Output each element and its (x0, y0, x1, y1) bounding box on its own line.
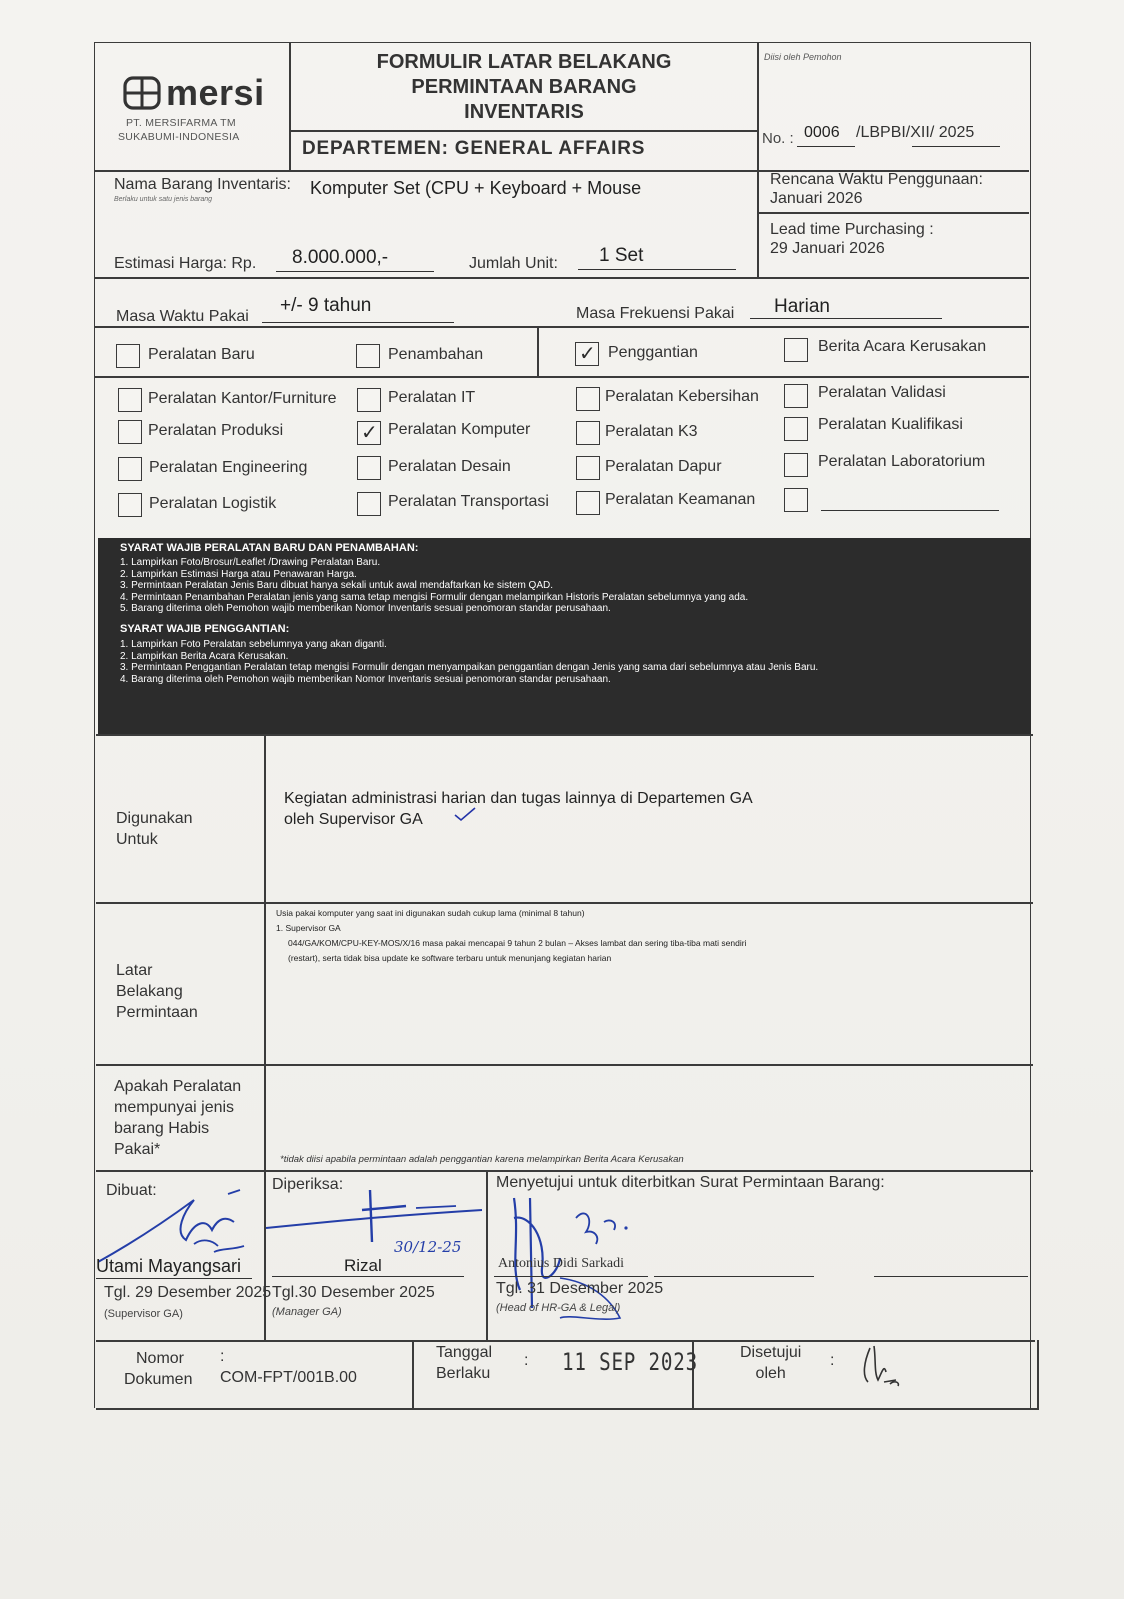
checked-by-name: Rizal (344, 1256, 382, 1275)
checkbox-damage-report[interactable] (784, 338, 808, 362)
new-req-heading: SYARAT WAJIB PERALATAN BARU DAN PENAMBAHAN: (120, 542, 419, 554)
requirements-panel (98, 538, 1031, 734)
approved-by-role: (Head of HR-GA & Legal) (496, 1302, 621, 1314)
replace-req-item: 4. Barang diterima oleh Pemohon wajib memberikan Nomor Inventaris sesuai penomoran standar perusahaan. (120, 673, 611, 685)
background-label-line: Permintaan (116, 1004, 198, 1021)
consumable-label (114, 1076, 241, 1160)
effective-date-stamp: 11 SEP 2023 (562, 1348, 698, 1376)
colon: : (220, 1348, 225, 1365)
colon: : (524, 1352, 529, 1369)
applicant-note: Diisi oleh Pemohon (764, 52, 842, 62)
effective-date-label-line: Berlaku (436, 1365, 491, 1382)
checked-by-date: Tgl.30 Desember 2025 (272, 1284, 435, 1301)
usage-frequency-label: Masa Frekuensi Pakai (576, 305, 735, 322)
checkbox-engineering[interactable] (118, 457, 142, 481)
approver-name: Antonius Didi Sarkadi (498, 1256, 624, 1271)
made-by-role: (Supervisor GA) (104, 1308, 183, 1320)
check-mark-icon: ✓ (361, 420, 378, 444)
consumable-note: *tidak diisi apabila permintaan adalah penggantian karena melampirkan Berita Acara Kerusakan (280, 1154, 684, 1165)
usage-time-label: Rencana Waktu Penggunaan: (770, 171, 983, 188)
background-text-line: 1. Supervisor GA (276, 923, 341, 933)
approved-by-date: Tgl. 31 Desember 2025 (496, 1280, 664, 1297)
checkbox-computer[interactable] (357, 421, 381, 445)
category-label: Peralatan Laboratorium (818, 453, 986, 470)
doc-number-value: COM-FPT/001B.00 (220, 1369, 357, 1386)
doc-number-label-line: Dokumen (124, 1371, 193, 1388)
checkbox-security[interactable] (576, 491, 600, 515)
usage-period-label: Masa Waktu Pakai (116, 308, 249, 325)
category-label: Peralatan IT (388, 389, 476, 406)
checkbox-k3[interactable] (576, 421, 600, 445)
doc-number-label (124, 1348, 192, 1390)
checkbox-new-equipment[interactable] (116, 344, 140, 368)
replace-req-heading: SYARAT WAJIB PENGGANTIAN: (120, 623, 290, 635)
footer-signature (854, 1342, 914, 1392)
company-name: PT. MERSIFARMA TM (126, 117, 236, 129)
approved-footer-label (740, 1342, 801, 1384)
background-text[interactable] (276, 906, 1016, 966)
category-label: Peralatan Produksi (148, 422, 284, 439)
rizal-handwritten-date: 30/12-25 (394, 1238, 462, 1256)
checkbox-it[interactable] (357, 388, 381, 412)
made-by-label: Dibuat: (106, 1182, 157, 1199)
category-label: Peralatan Keamanan (605, 491, 756, 508)
logo-wordmark: mersi (166, 72, 265, 113)
made-by-date: Tgl. 29 Desember 2025 (104, 1284, 272, 1301)
new-req-item: 1. Lampirkan Foto/Brosur/Leaflet /Drawing Peralatan Baru. (120, 557, 381, 568)
background-label-line: Belakang (116, 983, 183, 1000)
checkbox-transport[interactable] (357, 492, 381, 516)
addition-label: Penambahan (388, 346, 484, 363)
checkbox-logistics[interactable] (118, 493, 142, 517)
checkbox-qualification[interactable] (784, 417, 808, 441)
approved-footer-label-line: oleh (755, 1365, 786, 1382)
category-label: Peralatan Dapur (605, 458, 722, 475)
company-location: SUKABUMI-INDONESIA (118, 131, 240, 143)
category-label: Peralatan K3 (605, 423, 698, 440)
effective-date-label (436, 1342, 492, 1384)
consumable-label-line: Apakah Peralatan (114, 1078, 242, 1095)
check-mark-icon: ✓ (579, 341, 596, 365)
purpose-value-line: oleh Supervisor GA (284, 811, 423, 828)
background-label-line: Latar (116, 962, 153, 979)
new-req-item: 4. Permintaan Penambahan Peralatan jenis yang sama tetap mengisi Formulir dengan melampirkan Historis Peralatan sebelumnya yang ada. (120, 591, 749, 603)
category-label: Peralatan Transportasi (388, 493, 549, 510)
category-label: Peralatan Kebersihan (605, 388, 759, 405)
category-label: Peralatan Engineering (149, 459, 308, 476)
price-value[interactable]: 8.000.000,- (292, 247, 389, 268)
usage-time-value: Januari 2026 (770, 190, 863, 207)
background-text-line: 044/GA/KOM/CPU-KEY-MOS/X/16 masa pakai mencapai 9 tahun 2 bulan – Akses lambat dan sering tiba-tiba mati sendiri (288, 938, 747, 948)
category-label: Peralatan Kantor/Furniture (148, 390, 337, 407)
checkbox-laboratory[interactable] (784, 453, 808, 477)
title-line-1: FORMULIR LATAR BELAKANG (376, 51, 672, 73)
usage-period-value[interactable]: +/- 9 tahun (280, 295, 372, 316)
background-text-line: (restart), serta tidak bisa update ke software terbaru untuk menunjang kegiatan harian (288, 953, 612, 963)
consumable-label-line: Pakai* (114, 1141, 161, 1158)
title-line-3: INVENTARIS (464, 101, 584, 123)
consumable-label-line: barang Habis (114, 1120, 210, 1137)
mersi-logo-icon (122, 74, 164, 112)
checkbox-validation[interactable] (784, 384, 808, 408)
checkbox-kitchen[interactable] (576, 456, 600, 480)
title-line-2: PERMINTAAN BARANG (411, 76, 637, 98)
unit-value[interactable]: 1 Set (599, 245, 644, 266)
checked-by-label: Diperiksa: (272, 1176, 344, 1193)
approved-footer-label-line: Disetujui (740, 1344, 802, 1361)
consumable-label-line: mempunyai jenis (114, 1099, 235, 1116)
company-logo (122, 72, 265, 114)
replace-req-item: 3. Permintaan Penggantian Peralatan tetap mengisi Formulir dengan menyampaikan penggantian dengan Jenis yang sama dari sebelumnya atau Jenis Baru. (120, 662, 819, 673)
category-label: Peralatan Kualifikasi (818, 416, 963, 433)
new-equipment-label: Peralatan Baru (148, 346, 255, 363)
checkbox-design[interactable] (357, 456, 381, 480)
background-text-line: Usia pakai komputer yang saat ini digunakan sudah cukup lama (minimal 8 tahun) (276, 908, 585, 918)
department-label: DEPARTEMEN: GENERAL AFFAIRS (302, 138, 646, 159)
usage-frequency-value[interactable]: Harian (774, 296, 830, 317)
replacement-label: Penggantian (608, 344, 698, 361)
lead-time-label: Lead time Purchasing : (770, 221, 934, 238)
new-req-item: 2. Lampirkan Estimasi Harga atau Penawaran Harga. (120, 568, 357, 580)
purpose-value-line: Kegiatan administrasi harian dan tugas lainnya di Departemen GA (284, 790, 753, 807)
new-req-item: 5. Barang diterima oleh Pemohon wajib memberikan Nomor Inventaris sesuai penomoran standar perusahaan. (120, 603, 611, 614)
purpose-value[interactable] (284, 788, 753, 830)
effective-date-label-line: Tanggal (436, 1344, 493, 1361)
category-label: Peralatan Desain (388, 458, 511, 475)
approved-by-label: Menyetujui untuk diterbitkan Surat Permintaan Barang: (496, 1174, 885, 1191)
purpose-label (116, 808, 193, 850)
category-label: Peralatan Validasi (818, 384, 946, 401)
other-category-line[interactable] (821, 510, 999, 511)
purpose-label-line: Untuk (116, 831, 158, 848)
purpose-label-line: Digunakan (116, 810, 193, 827)
checkbox-addition[interactable] (356, 344, 380, 368)
number-suffix: /LBPBI/XII/ 2025 (856, 124, 975, 141)
item-name-label: Nama Barang Inventaris: (114, 176, 291, 193)
checkbox-other[interactable] (784, 488, 808, 512)
checked-by-role: (Manager GA) (272, 1306, 342, 1318)
pen-checkmark-icon (454, 806, 476, 822)
checkbox-production[interactable] (118, 420, 142, 444)
checkbox-office-furniture[interactable] (118, 388, 142, 412)
item-name-note: Berlaku untuk satu jenis barang (114, 196, 213, 203)
form-sheet (94, 42, 1059, 1432)
new-req-item: 3. Permintaan Peralatan Jenis Baru dibuat hanya sekali untuk awal mendaftarkan ke sistem QAD. (120, 580, 554, 591)
damage-report-label: Berita Acara Kerusakan (818, 338, 987, 355)
category-label: Peralatan Logistik (149, 495, 277, 512)
colon: : (830, 1352, 835, 1369)
number-value: 0006 (804, 124, 840, 141)
checkbox-cleaning[interactable] (576, 387, 600, 411)
replace-req-item: 1. Lampirkan Foto Peralatan sebelumnya yang akan diganti. (120, 639, 387, 650)
form-title (291, 50, 757, 125)
made-by-name: Utami Mayangsari (96, 1256, 242, 1276)
unit-label: Jumlah Unit: (469, 255, 558, 272)
doc-number-label-line: Nomor (136, 1350, 185, 1367)
price-label: Estimasi Harga: Rp. (114, 255, 257, 272)
replace-req-item: 2. Lampirkan Berita Acara Kerusakan. (120, 650, 289, 662)
background-label (116, 960, 198, 1023)
item-name-value[interactable]: Komputer Set (CPU + Keyboard + Mouse (310, 178, 642, 198)
lead-time-value: 29 Januari 2026 (770, 240, 885, 257)
checkbox-replacement[interactable] (575, 342, 599, 366)
number-label: No. : (762, 130, 794, 147)
category-label: Peralatan Komputer (388, 421, 531, 438)
